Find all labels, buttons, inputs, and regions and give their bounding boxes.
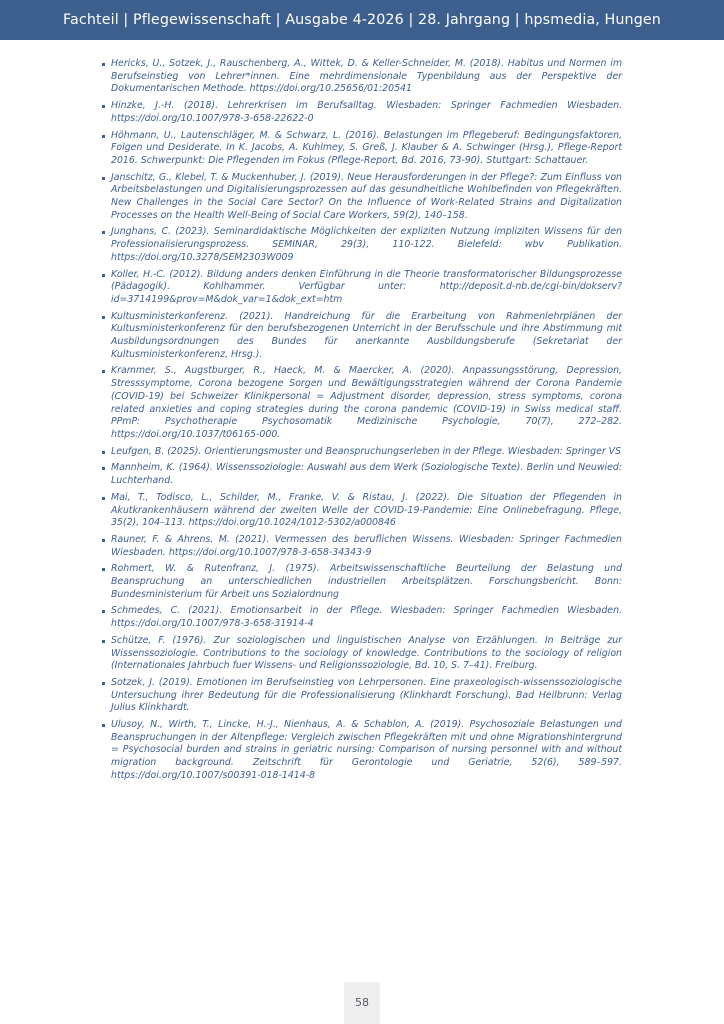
reference-text: Leufgen, B. (2025). Orientierungsmuster und Beanspruchungserleben in der Pflege. Wiesbaden: Springer VS [111,445,622,457]
reference-text: Sotzek, J. (2019). Emotionen im Berufseinstieg von Lehrpersonen. Eine praxeologisch-wissenssoziologische Untersuchung ihrer Bedeutung für die Professionalisierung (Klinkhardt Forschung). Bad Heilbrunn: Verlag Julius Klinkhardt. [111,676,622,714]
reference-text: Schütze, F. (1976). Zur soziologischen und linguistischen Analyse von Erzählungen. In Beiträge zur Wissenssoziologie. Contributions to the sociology of knowledge. Contributions to the sociology of religion (Internationales Jahrbuch fuer Wissens- und Religionssoziologie, Bd. 10, S. 7–41). Freiburg. [111,634,622,672]
reference-item [102,677,622,715]
reference-item [102,311,622,362]
reference-text: Koller, H.-C. (2012). Bildung anders denken Einführung in die Theorie transformatorischer Bildungsprozesse (Pädagogik). Kohlhammer. Verfügbar unter: http://deposit.d-nb.de/cgi-bin/dokserv?id=3714199&prov=M&dok_var=1&dok_ext=htm [111,268,622,305]
bullet-icon [102,724,105,727]
reference-text: Krammer, S., Augstburger, R., Haeck, M. & Maercker, A. (2020). Anpassungsstörung, Depression, Stresssymptome, Corona bezogene Sorgen und Bewältigungsstrategien während der Corona Pandemie (COVID-19) bei Schweizer Klinikpersonal = Adjustment disorder, depression, stress symptoms, corona related anxieties and coping strategies during the corona pandemic (COVID-19) in Swiss medical staff. PPmP: Psychotherapie Psychosomatik Medizinische Psychologie, 70(7), 272–282. https://doi.org/10.1037/t06165-000. [111,365,622,440]
reference-item [102,172,622,223]
reference-text: Höhmann, U., Lautenschläger, M. & Schwarz, L. (2016). Belastungen im Pflegeberuf: Bedingungsfaktoren, Folgen und Desiderate. In K. Jacobs, A. Kuhlmey, S. Greß, J. Klauber & A. Schwinger (Hrsg.), Pflege-Report 2016. Schwerpunkt: Die Pflegenden im Fokus (Pflege-Report, Bd. 2016, 73-90). Stuttgart: Schattauer. [111,129,622,166]
reference-text: Rohmert, W. & Rutenfranz, J. (1975). Arbeitswissenschaftliche Beurteilung der Belastung und Beanspruchung an unterschiedlichen industriellen Arbeitsplätzen. Forschungsbericht. Bonn: Bundesministerium für Arbeit uns Sozialordnung [111,563,622,600]
bullet-icon [102,497,105,500]
reference-text: Mai, T., Todisco, L., Schilder, M., Franke, V. & Ristau, J. (2022). Die Situation der Pflegenden in Akutkrankenhäusern während der zweiten Welle der COVID-19-Pandemie: Eine Onlinebefragung. Pflege, 35(2), 104–113. https://doi.org/10.1024/1012-5302/a000846 [111,491,622,529]
bullet-icon [102,105,105,108]
bullet-icon [102,370,105,373]
reference-text: Schmedes, C. (2021). Emotionsarbeit in der Pflege. Wiesbaden: Springer Fachmedien Wiesbaden. https://doi.org/10.1007/978-3-658-31914-4 [111,605,622,630]
reference-item [102,492,622,530]
bullet-icon [102,610,105,613]
bullet-icon [102,640,105,643]
reference-item [102,446,622,459]
bullet-icon [102,274,105,277]
bullet-icon [102,177,105,180]
reference-list [102,58,622,787]
reference-item [102,58,622,96]
page-number: 58 [355,996,369,1009]
reference-item [102,462,622,487]
reference-item [102,365,622,441]
header-title: Fachteil | Pflegewissenschaft | Ausgabe 4-2026 | 28. Jahrgang | hpsmedia, Hungen [63,12,661,28]
bullet-icon [102,451,105,454]
reference-item [102,719,622,783]
reference-text: Kultusministerkonferenz. (2021). Handreichung für die Erarbeitung von Rahmenlehrplänen der Kultusministerkonferenz für den berufsbezogenen Unterricht in der Berufsschule und ihre Abstimmung mit Ausbildungsordnungen des Bundes für anerkannte Ausbildungsberufe (Sekretariat der Kultusministerkonferenz, Hrsg.). [111,310,622,360]
bullet-icon [102,539,105,542]
bullet-icon [102,63,105,66]
reference-item [102,635,622,673]
reference-item [102,100,622,125]
running-header [0,0,724,40]
reference-item [102,130,622,168]
bullet-icon [102,231,105,234]
reference-text: Rauner, F. & Ahrens, M. (2021). Vermessen des beruflichen Wissens. Wiesbaden: Springer Fachmedien Wiesbaden. https://doi.org/10.1007/978-3-658-34343-9 [111,533,622,558]
reference-item [102,226,622,264]
reference-item [102,534,622,559]
reference-text: Hericks, U., Sotzek, J., Rauschenberg, A., Wittek, D. & Keller-Schneider, M. (2018). Habitus und Normen im Berufseinstieg von Lehrer*innen. Eine mehrdimensionale Typenbildung aus der Perspektive der Dokumentarischen Methode. https://doi.org/10.25656/01:20541 [111,58,622,95]
reference-text: Mannheim, K. (1964). Wissenssoziologie: Auswahl aus dem Werk (Soziologische Texte). Berlin und Neuwied: Luchterhand. [111,462,622,487]
page-number-box [344,982,380,1024]
reference-item [102,269,622,307]
bullet-icon [102,568,105,571]
bullet-icon [102,135,105,138]
reference-text: Junghans, C. (2023). Seminardidaktische Möglichkeiten der expliziten Nutzung impliziten Wissens für den Professionalisierungsprozess. SEMINAR, 29(3), 110-122. Bielefeld: wbv Publikation. https://doi.org/10.3278/SEM2303W009 [111,226,622,263]
reference-text: Hinzke, J.-H. (2018). Lehrerkrisen im Berufsalltag. Wiesbaden: Springer Fachmedien Wiesbaden. https://doi.org/10.1007/978-3-658-22622-0 [111,100,622,124]
reference-text: Ulusoy, N., Wirth, T., Lincke, H.-J., Nienhaus, A. & Schablon, A. (2019). Psychosoziale Belastungen und Beanspruchungen in der Altenpflege: Vergleich zwischen Pflegekräften mit und ohne Migrationshintergrund = Psychosocial burden and strains in geriatric nursing: Comparison of nursing personnel with and without migration background. Zeitschrift für Gerontologie und Geriatrie, 52(6), 589–597. https://doi.org/10.1007/s00391-018-1414-8 [111,719,622,781]
bullet-icon [102,682,105,685]
reference-item [102,563,622,601]
reference-item [102,605,622,630]
bullet-icon [102,467,105,470]
bullet-icon [102,316,105,319]
reference-text: Janschitz, G., Klebel, T. & Muckenhuber, J. (2019). Neue Herausforderungen in der Pflege?: Zum Einfluss von Arbeitsbelastungen und Digitalisierungsprozessen auf das gesundheitliche Wohlbefinden von Pflegekräften. New Challenges in the Social Care Sector? On the Influence of Work-Related Strains and Digitalization Processes on the Health Well-Being of Social Care Workers, 59(2), 140–158. [111,171,622,221]
